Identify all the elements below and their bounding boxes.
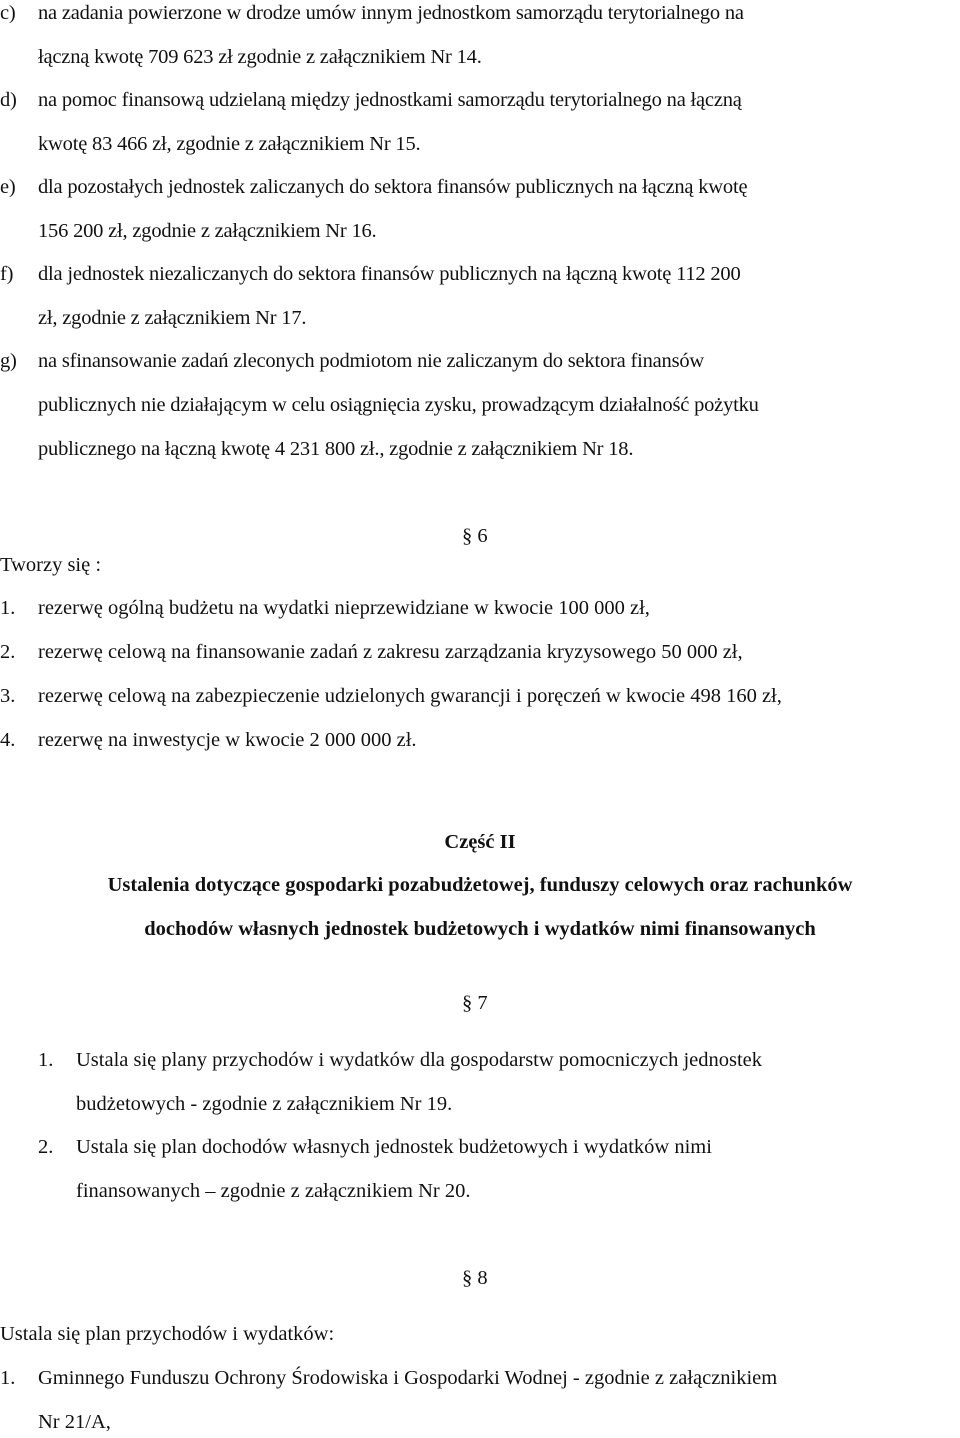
part-2-title: Część II xyxy=(444,831,516,853)
list-marker-e: e) xyxy=(0,176,16,198)
section-7-item-1-number: 1. xyxy=(38,1049,54,1071)
part-2-subtitle-line1: Ustalenia dotyczące gospodarki pozabudżetowej, funduszy celowych oraz rachunków xyxy=(107,874,853,896)
list-item-g-line1: na sfinansowanie zadań zleconych podmiotom nie zaliczanym do sektora finansów xyxy=(38,350,704,372)
list-item-d-line1: na pomoc finansową udzielaną między jednostkami samorządu terytorialnego na łączną xyxy=(38,89,742,111)
section-7-item-2-number: 2. xyxy=(38,1136,54,1158)
list-item-f-line1: dla jednostek niezaliczanych do sektora finansów publicznych na łączną kwotę 112 200 xyxy=(38,263,741,285)
section-6-item-4-text: rezerwę na inwestycje w kwocie 2 000 000 zł. xyxy=(38,729,417,751)
section-6-intro: Tworzy się : xyxy=(0,554,102,576)
section-6-heading: § 6 xyxy=(462,525,488,547)
section-8-intro: Ustala się plan przychodów i wydatków: xyxy=(0,1323,335,1345)
list-item-e-line1: dla pozostałych jednostek zaliczanych do sektora finansów publicznych na łączną kwotę xyxy=(38,176,748,198)
list-item-e-line2: 156 200 zł, zgodnie z załącznikiem Nr 16. xyxy=(38,220,377,242)
section-7-item-1-line2: budżetowych - zgodnie z załącznikiem Nr 19. xyxy=(76,1093,453,1115)
section-7-item-2-line2: finansowanych – zgodnie z załącznikiem Nr 20. xyxy=(76,1180,471,1202)
part-2-subtitle-line2: dochodów własnych jednostek budżetowych i wydatków nimi finansowanych xyxy=(144,918,816,940)
section-7-heading: § 7 xyxy=(462,992,488,1014)
section-6-item-1-text: rezerwę ogólną budżetu na wydatki nieprzewidziane w kwocie 100 000 zł, xyxy=(38,597,650,619)
list-marker-c: c) xyxy=(0,2,16,24)
section-6-item-3-number: 3. xyxy=(0,685,16,707)
section-6-item-3-text: rezerwę celową na zabezpieczenie udzielonych gwarancji i poręczeń w kwocie 498 160 zł, xyxy=(38,685,782,707)
list-item-f-line2: zł, zgodnie z załącznikiem Nr 17. xyxy=(38,307,307,329)
section-7-item-2-line1: Ustala się plan dochodów własnych jednostek budżetowych i wydatków nimi xyxy=(76,1136,712,1158)
section-6-item-2-number: 2. xyxy=(0,641,16,663)
list-marker-d: d) xyxy=(0,89,17,111)
section-8-item-1-line2: Nr 21/A, xyxy=(38,1411,111,1433)
section-8-heading: § 8 xyxy=(462,1267,488,1289)
section-6-item-2-text: rezerwę celową na finansowanie zadań z zakresu zarządzania kryzysowego 50 000 zł, xyxy=(38,641,743,663)
list-marker-g: g) xyxy=(0,350,17,372)
section-8-item-1-number: 1. xyxy=(0,1367,16,1389)
list-item-g-line2: publicznych nie działającym w celu osiągnięcia zysku, prowadzącym działalność pożytku xyxy=(38,394,759,416)
section-6-item-4-number: 4. xyxy=(0,729,16,751)
list-marker-f: f) xyxy=(0,263,14,285)
list-item-c-line2: łączną kwotę 709 623 zł zgodnie z załącznikiem Nr 14. xyxy=(38,46,482,68)
list-item-d-line2: kwotę 83 466 zł, zgodnie z załącznikiem Nr 15. xyxy=(38,133,421,155)
section-6-item-1-number: 1. xyxy=(0,597,16,619)
list-item-g-line3: publicznego na łączną kwotę 4 231 800 zł., zgodnie z załącznikiem Nr 18. xyxy=(38,438,634,460)
section-7-item-1-line1: Ustala się plany przychodów i wydatków dla gospodarstw pomocniczych jednostek xyxy=(76,1049,763,1071)
list-item-c-line1: na zadania powierzone w drodze umów innym jednostkom samorządu terytorialnego na xyxy=(38,2,744,24)
section-8-item-1-line1: Gminnego Funduszu Ochrony Środowiska i Gospodarki Wodnej - zgodnie z załącznikiem xyxy=(38,1367,778,1389)
